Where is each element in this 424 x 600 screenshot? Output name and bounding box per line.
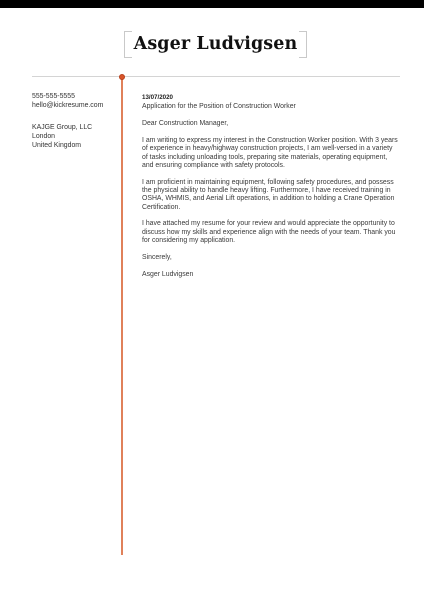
contact-email[interactable]: hello@kickresume.com [32,102,104,109]
letter-body [142,94,400,279]
sidebar [32,92,118,150]
name-header [124,31,307,58]
contact-phone: 555-555-5555 [32,93,75,100]
letter-subject: Application for the Position of Construction Worker [142,103,296,110]
letter-greeting: Dear Construction Manager, [142,120,229,128]
accent-dot [119,74,125,80]
horizontal-divider [32,76,400,77]
letter-signature: Asger Ludvigsen [142,271,194,279]
recipient-city: London [32,133,55,140]
letter-closing: Sincerely, [142,253,172,261]
applicant-name: Asger Ludvigsen [133,34,298,54]
sidebar-spacer [32,110,118,123]
letter-paragraph: I have attached my resume for your review and would appreciate the opportunity to discuss how my skills and experience align with the needs of your team. Thank you for considering my application. [142,220,396,245]
letter-paragraph: I am writing to express my interest in the Construction Worker position. With 3 years of experience in heavy/highway construction projects, I am well-versed in a variety of tasks including unloading tools, preparing site materials, operating equipment, and ensuring compliance with safety protocols. [142,137,398,169]
top-bar [0,0,424,8]
letter-paragraph: I am proficient in maintaining equipment, following safety procedures, and possess the physical ability to handle heavy lifting. Furthermore, I have received training in OSHA, WHMIS, and Aerial Lift operations, in addition to holding a Crane Operation Certification. [142,178,395,211]
letter-date: 13/07/2020 [142,94,173,101]
vertical-divider [121,76,123,555]
recipient-company: KAJGE Group, LLC [32,124,93,131]
recipient-country: United Kingdom [32,142,82,149]
